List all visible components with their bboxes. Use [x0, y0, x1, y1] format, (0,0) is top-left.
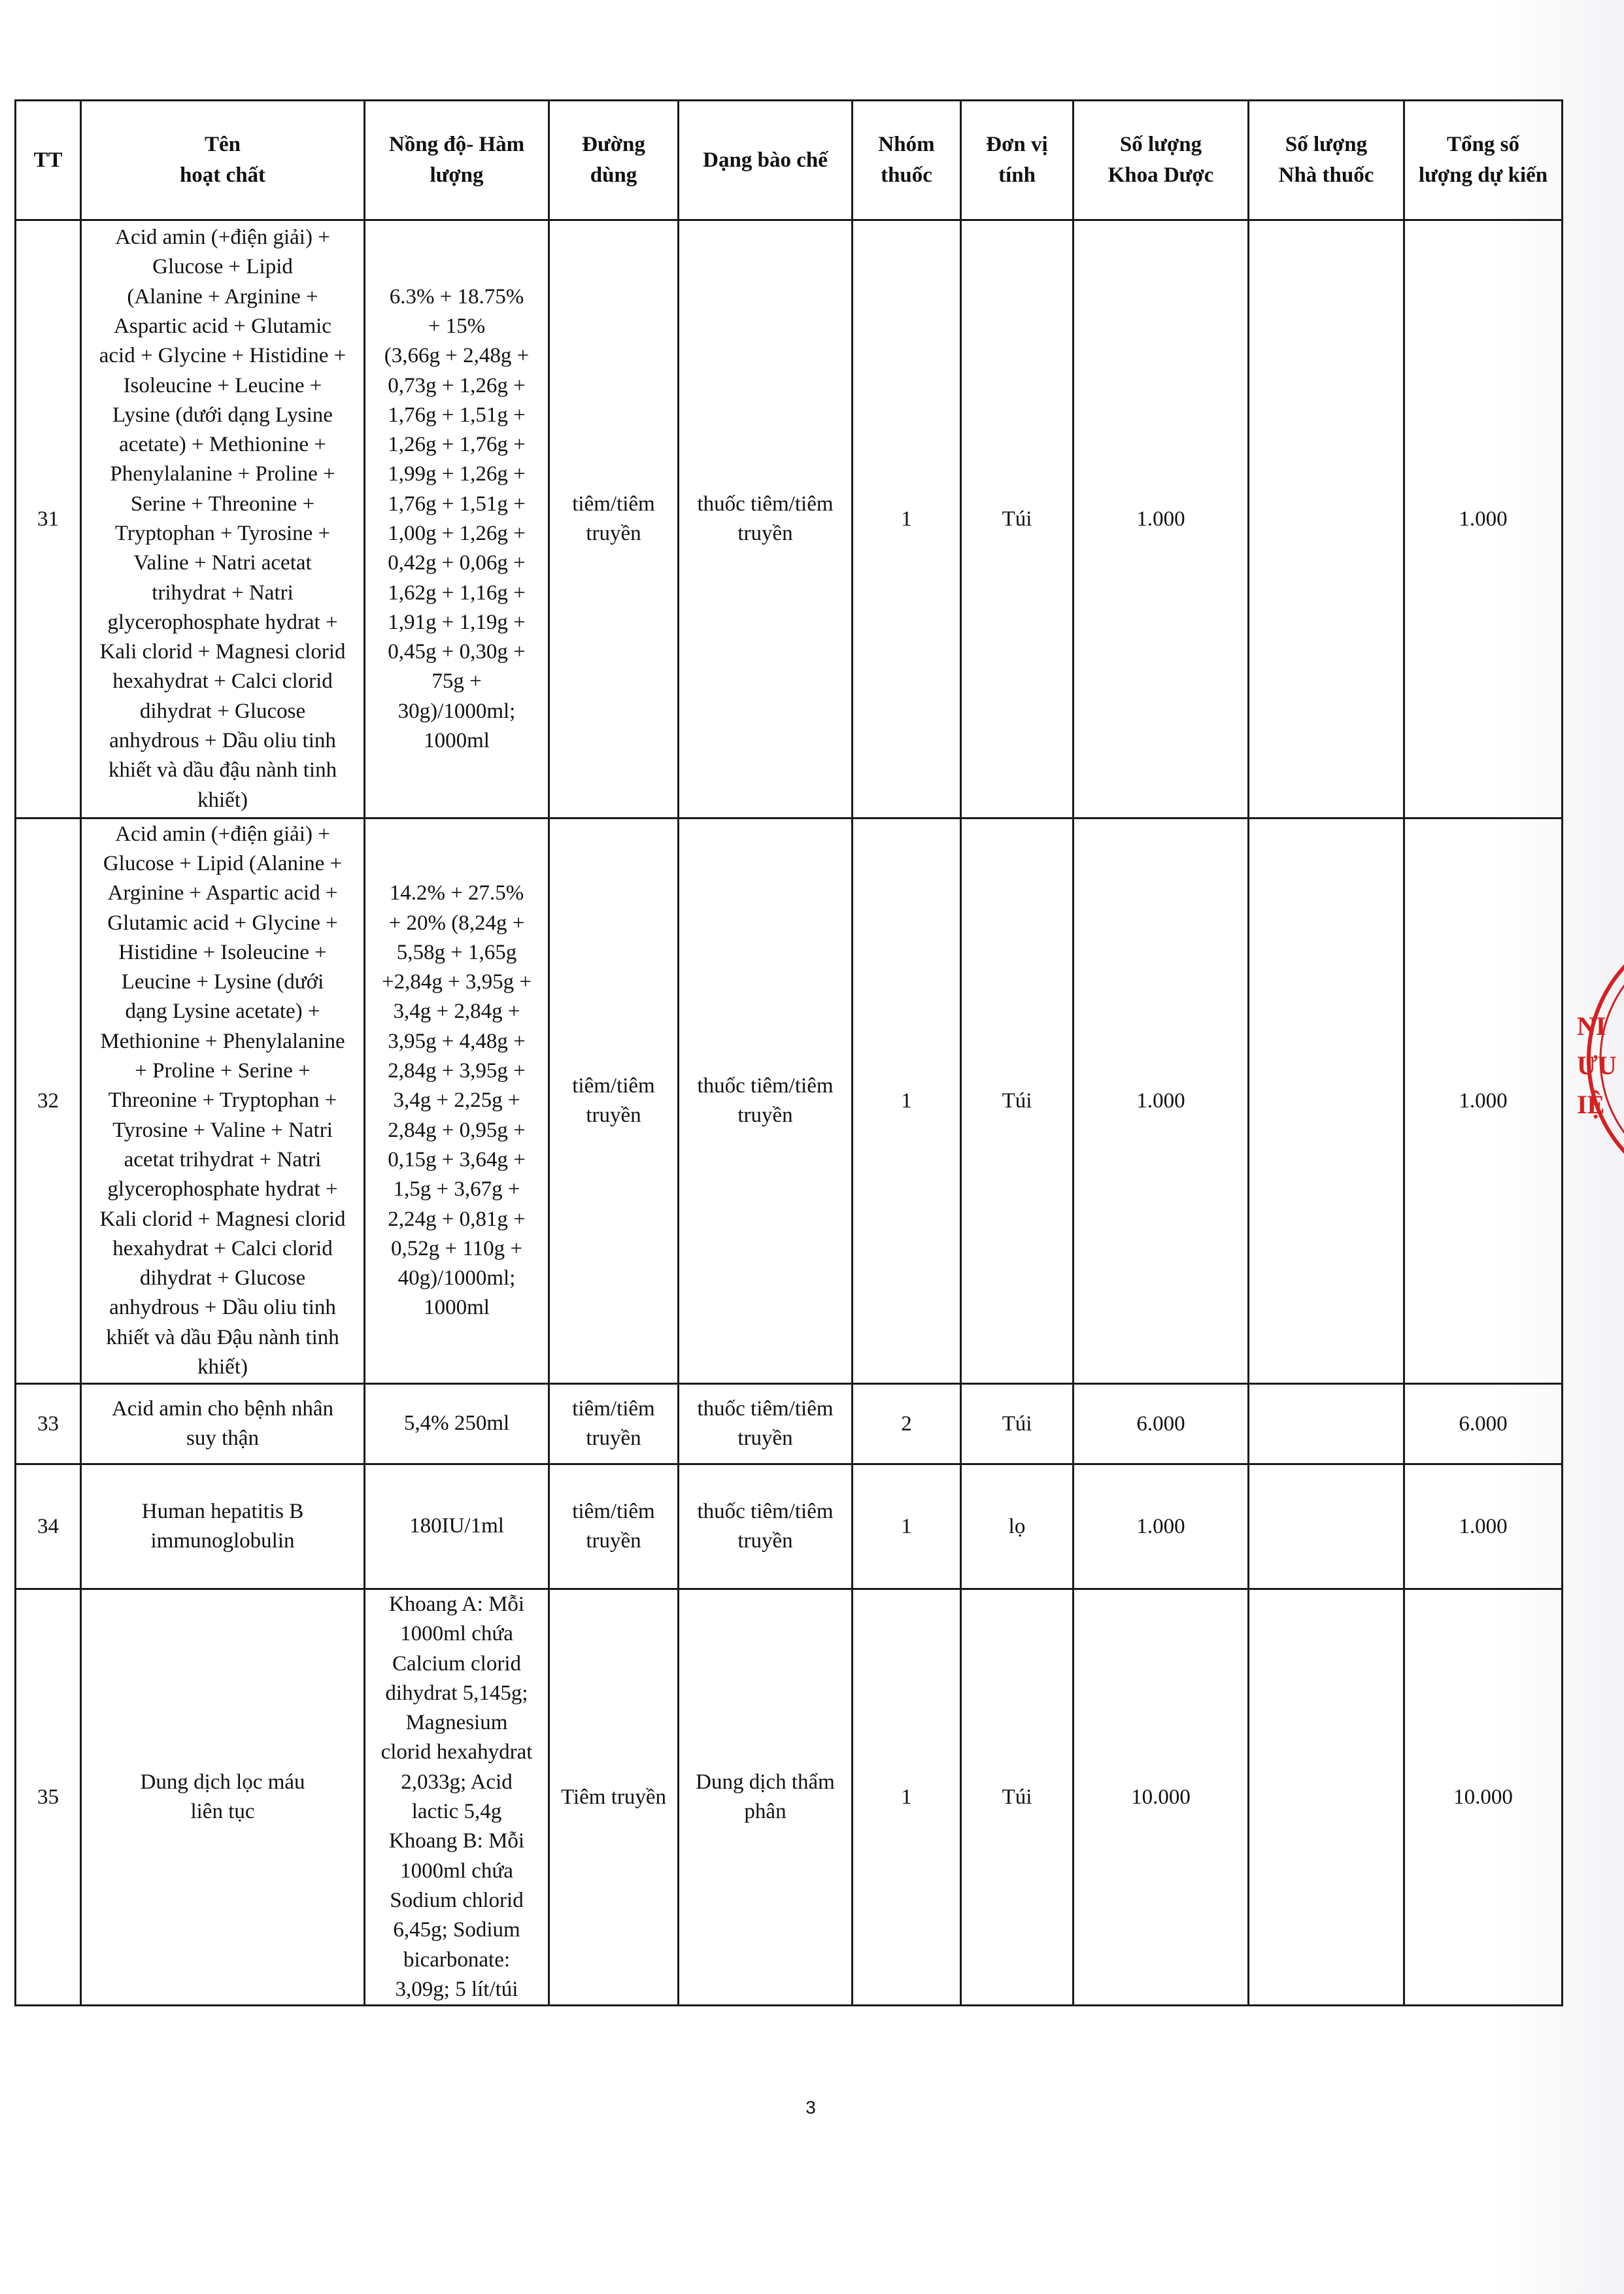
header-drug-group: Nhóm thuốc: [853, 101, 961, 220]
cell-qty-pharmacy: [1249, 220, 1404, 818]
header-dosage-form: Dạng bào chế: [679, 101, 853, 220]
cell-qty-pharmacy: [1249, 818, 1404, 1384]
cell-active-ingredient: Acid amin cho bệnh nhân suy thận: [81, 1384, 365, 1464]
cell-dosage-form: thuốc tiêm/tiêm truyền: [679, 818, 853, 1384]
cell-drug-group: 2: [853, 1384, 961, 1464]
cell-route: tiêm/tiêm truyền: [549, 818, 679, 1384]
cell-tt: 34: [16, 1464, 81, 1589]
page-number: 3: [805, 2097, 816, 2117]
cell-concentration: 14.2% + 27.5% + 20% (8,24g + 5,58g + 1,65g +2,84g + 3,95g + 3,4g + 2,84g + 3,95g + 4,48g + 2,84g + 3,95g + 3,4g + 2,25g + 2,84g + 0,95g + 0,15g + 3,64g + 1,5g + 3,67g + 2,24g + 0,81g + 0,52g + 110g + 40g)/1000ml; 1000ml: [365, 818, 549, 1384]
cell-concentration: 6.3% + 18.75% + 15% (3,66g + 2,48g + 0,73g + 1,26g + 1,76g + 1,51g + 1,26g + 1,76g + 1,99g + 1,26g + 1,76g + 1,51g + 1,00g + 1,26g + 0,42g + 0,06g + 1,62g + 1,16g + 1,91g + 1,19g + 0,45g + 0,30g + 75g + 30g)/1000ml; 1000ml: [365, 220, 549, 818]
cell-tt: 35: [16, 1589, 81, 2006]
header-active-ingredient: Tên hoạt chất: [81, 101, 365, 220]
cell-qty-total: 1.000: [1404, 1464, 1563, 1589]
cell-dosage-form: thuốc tiêm/tiêm truyền: [679, 220, 853, 818]
cell-unit: lọ: [961, 1464, 1074, 1589]
cell-tt: 33: [16, 1384, 81, 1464]
table-header-row: [16, 101, 1563, 220]
cell-qty-pharmacy-dept: 6.000: [1074, 1384, 1249, 1464]
cell-qty-pharmacy: [1249, 1464, 1404, 1589]
cell-dosage-form: thuốc tiêm/tiêm truyền: [679, 1384, 853, 1464]
cell-unit: Túi: [961, 1384, 1074, 1464]
table-row: [16, 1384, 1563, 1464]
cell-tt: 32: [16, 818, 81, 1384]
cell-concentration: Khoang A: Mỗi 1000ml chứa Calcium clorid dihydrat 5,145g; Magnesium clorid hexahydrat 2,033g; Acid lactic 5,4g Khoang B: Mỗi 1000ml chứa Sodium chlorid 6,45g; Sodium bicarbonate: 3,09g; 5 lít/túi: [365, 1589, 549, 2006]
cell-qty-total: 1.000: [1404, 818, 1563, 1384]
cell-qty-total: 10.000: [1404, 1589, 1563, 2006]
header-qty-pharmacy-dept: Số lượng Khoa Dược: [1074, 101, 1249, 220]
cell-active-ingredient: Acid amin (+điện giải) + Glucose + Lipid (Alanine + Arginine + Aspartic acid + Glutamic acid + Glycine + Histidine + Isoleucine + Leucine + Lysine (dưới dạng Lysine acetate) + Methionine + Phenylalanine + Proline + Serine + Threonine + Tryptophan + Tyrosine + Valine + Natri acetat trihydrat + Natri glycerophosphate hydrat + Kali clorid + Magnesi clorid hexahydrat + Calci clorid dihydrat + Glucose anhydrous + Dầu oliu tinh khiết và dầu Đậu nành tinh khiết): [81, 818, 365, 1384]
table-row: [16, 818, 1563, 1384]
table-row: [16, 1464, 1563, 1589]
cell-route: tiêm/tiêm truyền: [549, 220, 679, 818]
cell-route: tiêm/tiêm truyền: [549, 1464, 679, 1589]
cell-qty-pharmacy: [1249, 1589, 1404, 2006]
cell-qty-pharmacy: [1249, 1384, 1404, 1464]
cell-qty-pharmacy-dept: 10.000: [1074, 1589, 1249, 2006]
header-qty-total: Tổng số lượng dự kiến: [1404, 101, 1563, 220]
cell-concentration: 180IU/1ml: [365, 1464, 549, 1589]
cell-qty-total: 1.000: [1404, 220, 1563, 818]
cell-qty-pharmacy-dept: 1.000: [1074, 220, 1249, 818]
cell-drug-group: 1: [853, 1589, 961, 2006]
cell-unit: Túi: [961, 1589, 1074, 2006]
cell-unit: Túi: [961, 220, 1074, 818]
drug-quantity-table: [14, 99, 1563, 2006]
cell-drug-group: 1: [853, 818, 961, 1384]
cell-route: Tiêm truyền: [549, 1589, 679, 2006]
cell-qty-pharmacy-dept: 1.000: [1074, 818, 1249, 1384]
table-row: [16, 220, 1563, 818]
cell-dosage-form: thuốc tiêm/tiêm truyền: [679, 1464, 853, 1589]
cell-concentration: 5,4% 250ml: [365, 1384, 549, 1464]
cell-tt: 31: [16, 220, 81, 818]
cell-active-ingredient: Human hepatitis B immunoglobulin: [81, 1464, 365, 1589]
cell-qty-total: 6.000: [1404, 1384, 1563, 1464]
cell-qty-pharmacy-dept: 1.000: [1074, 1464, 1249, 1589]
cell-drug-group: 1: [853, 1464, 961, 1589]
cell-drug-group: 1: [853, 220, 961, 818]
cell-active-ingredient: Dung dịch lọc máu liên tục: [81, 1589, 365, 2006]
header-unit: Đơn vị tính: [961, 101, 1074, 220]
header-qty-pharmacy: Số lượng Nhà thuốc: [1249, 101, 1404, 220]
header-route: Đường dùng: [549, 101, 679, 220]
header-tt: TT: [16, 101, 81, 220]
seal-text: NI ƯU IỆ: [1577, 1011, 1617, 1119]
header-concentration: Nồng độ- Hàm lượng: [365, 101, 549, 220]
cell-active-ingredient: Acid amin (+điện giải) + Glucose + Lipid (Alanine + Arginine + Aspartic acid + Glutamic acid + Glycine + Histidine + Isoleucine + Leucine + Lysine (dưới dạng Lysine acetate) + Methionine + Phenylalanine + Proline + Serine + Threonine + Tryptophan + Tyrosine + Valine + Natri acetat trihydrat + Natri glycerophosphate hydrat + Kali clorid + Magnesi clorid hexahydrat + Calci clorid dihydrat + Glucose anhydrous + Dầu oliu tinh khiết và dầu đậu nành tinh khiết): [81, 220, 365, 818]
cell-dosage-form: Dung dịch thẩm phân: [679, 1589, 853, 2006]
cell-unit: Túi: [961, 818, 1074, 1384]
table-row: [16, 1589, 1563, 2006]
cell-route: tiêm/tiêm truyền: [549, 1384, 679, 1464]
